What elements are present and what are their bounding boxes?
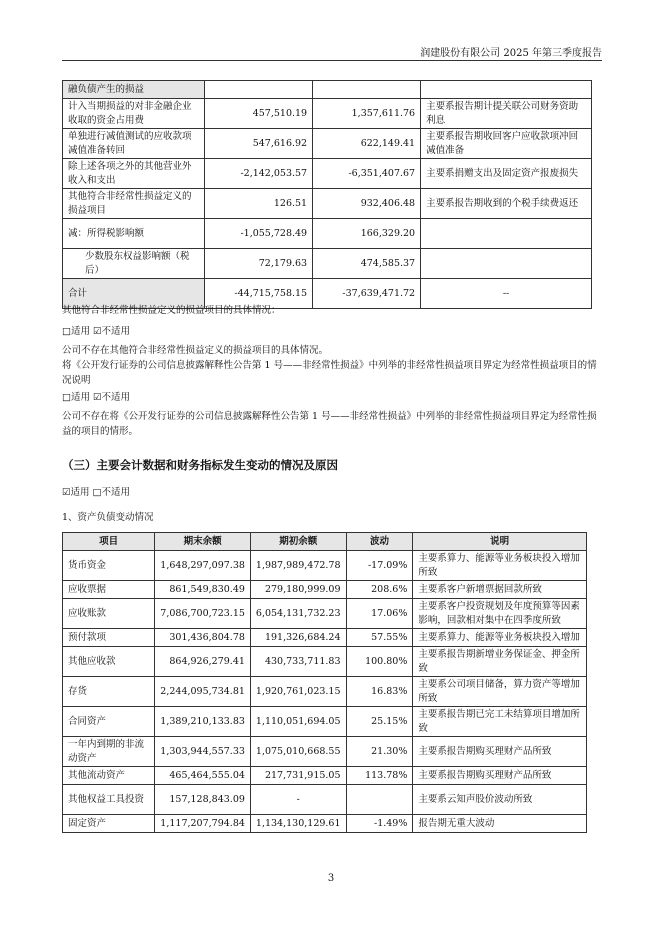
column-header: 期末余额 bbox=[155, 533, 251, 551]
closing-balance: 1,389,210,133.83 bbox=[155, 707, 251, 737]
table-row bbox=[63, 647, 587, 677]
table-row bbox=[63, 99, 592, 129]
opening-balance: 1,920,761,023.15 bbox=[250, 677, 346, 707]
note-cell bbox=[421, 81, 592, 99]
item-cell: 合同资产 bbox=[63, 707, 155, 737]
change-pct: 113.78% bbox=[346, 767, 413, 785]
paragraph: 公司不存在将《公开发行证券的公司信息披露解释性公告第 1 号——非经常性损益》中列举的非经常性损益项目界定为经常性损益的项目的情形。 bbox=[62, 411, 597, 437]
checkbox-applicable: □适用 ☑不适用 bbox=[62, 326, 131, 337]
explanation: 主要系报告期购买理财产品所致 bbox=[413, 767, 587, 785]
change-pct: 208.6% bbox=[346, 581, 413, 599]
value-cell: 72,179.63 bbox=[205, 249, 313, 279]
value-cell: 622,149.41 bbox=[313, 129, 421, 159]
closing-balance: 7,086,700,723.15 bbox=[155, 599, 251, 629]
column-header: 项目 bbox=[63, 533, 155, 551]
checkbox-applicable: □适用 ☑不适用 bbox=[62, 392, 131, 403]
item-cell: 固定资产 bbox=[63, 815, 155, 833]
note-cell: 主要系捐赠支出及固定资产报废损失 bbox=[421, 159, 592, 189]
closing-balance: 301,436,804.78 bbox=[155, 629, 251, 647]
explanation: 主要系云知声股价波动所致 bbox=[413, 785, 587, 815]
closing-balance: 1,648,297,097.38 bbox=[155, 551, 251, 581]
row-label: 合计 bbox=[63, 279, 205, 309]
table-row bbox=[63, 785, 587, 815]
explanation: 主要系报告期购买理财产品所致 bbox=[413, 737, 587, 767]
explanation: 主要系算力、能源等业务板块投入增加所致 bbox=[413, 551, 587, 581]
opening-balance: - bbox=[250, 785, 346, 815]
balance-sheet-changes-table bbox=[62, 532, 587, 833]
note-cell: 主要系报告期收回客户应收款项冲回减值准备 bbox=[421, 129, 592, 159]
closing-balance: 157,128,843.09 bbox=[155, 785, 251, 815]
opening-balance: 279,180,999.09 bbox=[250, 581, 346, 599]
value-cell: -1,055,728.49 bbox=[205, 219, 313, 249]
table-row bbox=[63, 129, 592, 159]
change-pct: 57.55% bbox=[346, 629, 413, 647]
opening-balance: 1,987,989,472.78 bbox=[250, 551, 346, 581]
value-cell: -37,639,471.72 bbox=[313, 279, 421, 309]
non-recurring-gains-table bbox=[62, 80, 592, 309]
paragraph: 将《公开发行证券的公司信息披露解释性公告第 1 号——非经常性损益》中列举的非经常性损益项目界定为经常性损益项目的情况说明 bbox=[62, 360, 597, 386]
opening-balance: 430,733,711.83 bbox=[250, 647, 346, 677]
note-cell: -- bbox=[421, 279, 592, 309]
opening-balance: 191,326,684.24 bbox=[250, 629, 346, 647]
column-header: 波动 bbox=[346, 533, 413, 551]
page-number: 3 bbox=[327, 873, 335, 884]
note-cell: 主要系报告期计提关联公司财务资助利息 bbox=[421, 99, 592, 129]
column-header: 说明 bbox=[413, 533, 587, 551]
closing-balance: 1,303,944,557.33 bbox=[155, 737, 251, 767]
value-cell: 457,510.19 bbox=[205, 99, 313, 129]
closing-balance: 861,549,830.49 bbox=[155, 581, 251, 599]
item-cell: 应收票据 bbox=[63, 581, 155, 599]
opening-balance: 6,054,131,732.23 bbox=[250, 599, 346, 629]
row-label: 减：所得税影响额 bbox=[63, 219, 205, 249]
paragraph: 其他符合非经常性损益定义的损益项目的具体情况： bbox=[62, 305, 281, 316]
value-cell: -2,142,053.57 bbox=[205, 159, 313, 189]
item-cell: 其他流动资产 bbox=[63, 767, 155, 785]
row-label: 计入当期损益的对非金融企业收取的资金占用费 bbox=[63, 99, 205, 129]
change-pct: 16.83% bbox=[346, 677, 413, 707]
change-pct: 17.06% bbox=[346, 599, 413, 629]
row-label: 除上述各项之外的其他营业外收入和支出 bbox=[63, 159, 205, 189]
change-pct: 21.30% bbox=[346, 737, 413, 767]
value-cell: -44,715,758.15 bbox=[205, 279, 313, 309]
explanation: 主要系报告期已完工未结算项目增加所致 bbox=[413, 707, 587, 737]
value-cell bbox=[313, 81, 421, 99]
item-cell: 存货 bbox=[63, 677, 155, 707]
closing-balance: 465,464,555.04 bbox=[155, 767, 251, 785]
table-row bbox=[63, 629, 587, 647]
value-cell: 932,406.48 bbox=[313, 189, 421, 219]
change-pct bbox=[346, 785, 413, 815]
table-row bbox=[63, 551, 587, 581]
table-row bbox=[63, 219, 592, 249]
checkbox-applicable: ☑适用 □不适用 bbox=[62, 487, 131, 498]
explanation: 主要系报告期新增业务保证金、押金所致 bbox=[413, 647, 587, 677]
value-cell: 474,585.37 bbox=[313, 249, 421, 279]
table-row bbox=[63, 599, 587, 629]
change-pct: 25.15% bbox=[346, 707, 413, 737]
change-pct: -17.09% bbox=[346, 551, 413, 581]
item-cell: 货币资金 bbox=[63, 551, 155, 581]
value-cell: 547,616.92 bbox=[205, 129, 313, 159]
sub-heading: 1、资产负债变动情况 bbox=[62, 512, 154, 523]
paragraph: 公司不存在其他符合非经常性损益定义的损益项目的具体情况。 bbox=[62, 345, 329, 356]
table-row bbox=[63, 581, 587, 599]
table-row bbox=[63, 767, 587, 785]
note-cell bbox=[421, 249, 592, 279]
change-pct: -1.49% bbox=[346, 815, 413, 833]
opening-balance: 1,075,010,668.55 bbox=[250, 737, 346, 767]
note-cell bbox=[421, 219, 592, 249]
row-label: 少数股东权益影响额（税后） bbox=[63, 249, 205, 279]
opening-balance: 217,731,915.05 bbox=[250, 767, 346, 785]
value-cell: -6,351,407.67 bbox=[313, 159, 421, 189]
item-cell: 预付款项 bbox=[63, 629, 155, 647]
item-cell: 其他权益工具投资 bbox=[63, 785, 155, 815]
explanation: 报告期无重大波动 bbox=[413, 815, 587, 833]
opening-balance: 1,110,051,694.05 bbox=[250, 707, 346, 737]
column-header: 期初余额 bbox=[250, 533, 346, 551]
page-header: 润建股份有限公司 2025 年第三季度报告 bbox=[420, 48, 602, 59]
row-label: 单独进行减值测试的应收款项减值准备转回 bbox=[63, 129, 205, 159]
item-cell: 其他应收款 bbox=[63, 647, 155, 677]
item-cell: 应收账款 bbox=[63, 599, 155, 629]
value-cell: 166,329.20 bbox=[313, 219, 421, 249]
table-row bbox=[63, 815, 587, 833]
table-row bbox=[63, 189, 592, 219]
table-row bbox=[63, 737, 587, 767]
table-row bbox=[63, 81, 592, 99]
row-label: 其他符合非经常性损益定义的损益项目 bbox=[63, 189, 205, 219]
header-divider bbox=[62, 60, 602, 61]
item-cell: 一年内到期的非流动资产 bbox=[63, 737, 155, 767]
closing-balance: 2,244,095,734.81 bbox=[155, 677, 251, 707]
opening-balance: 1,134,130,129.61 bbox=[250, 815, 346, 833]
table-row bbox=[63, 707, 587, 737]
change-pct: 100.80% bbox=[346, 647, 413, 677]
explanation: 主要系算力、能源等业务板块投入增加 bbox=[413, 629, 587, 647]
explanation: 主要系客户投资规划及年度预算等因素影响，回款相对集中在四季度所致 bbox=[413, 599, 587, 629]
row-label: 融负债产生的损益 bbox=[63, 81, 205, 99]
value-cell: 1,357,611.76 bbox=[313, 99, 421, 129]
table-row bbox=[63, 677, 587, 707]
table-row bbox=[63, 159, 592, 189]
section-title: （三）主要会计数据和财务指标发生变动的情况及原因 bbox=[62, 458, 338, 472]
closing-balance: 1,117,207,794.84 bbox=[155, 815, 251, 833]
note-cell: 主要系报告期收到的个税手续费返还 bbox=[421, 189, 592, 219]
value-cell: 126.51 bbox=[205, 189, 313, 219]
closing-balance: 864,926,279.41 bbox=[155, 647, 251, 677]
explanation: 主要系客户新增票据回款所致 bbox=[413, 581, 587, 599]
table-row bbox=[63, 249, 592, 279]
explanation: 主要系公司项目储备，算力资产等增加所致 bbox=[413, 677, 587, 707]
value-cell bbox=[205, 81, 313, 99]
